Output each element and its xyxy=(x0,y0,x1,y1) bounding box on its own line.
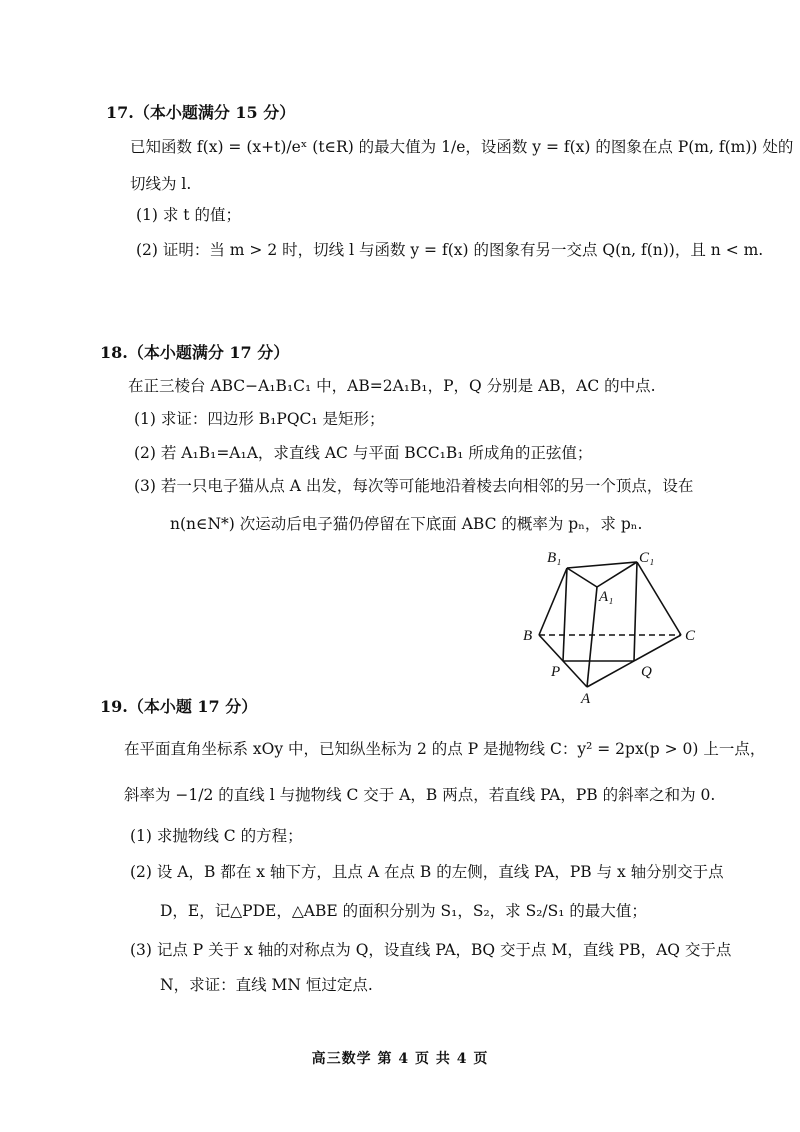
label-p: P xyxy=(551,664,561,680)
q17-header: 17.（本小题满分 15 分） xyxy=(106,103,296,122)
edge-a1c1 xyxy=(597,562,637,587)
label-b1: B₁ xyxy=(547,550,562,566)
segment-c1q xyxy=(634,562,637,661)
q19-statement-line1: 在平面直角坐标系 xOy 中，已知纵坐标为 2 的点 P 是抛物线 C：y² = 2px(p > 0) 上一点， xyxy=(124,740,766,758)
q17-statement-line1: 已知函数 f(x) = (x+t)/eˣ (t∈R) 的最大值为 1/e，设函数 y = f(x) 的图象在点 P(m, f(m)) 处的 xyxy=(130,138,794,156)
label-c1: C₁ xyxy=(639,550,655,566)
q19-statement-line2: 斜率为 −1/2 的直线 l 与抛物线 C 交于 A，B 两点，若直线 PA，PB 的斜率之和为 0. xyxy=(124,786,716,804)
q18-part3-line1: (3) 若一只电子猫从点 A 出发，每次等可能地沿着棱去向相邻的另一个顶点，设在 xyxy=(134,477,694,495)
q19-header: 19.（本小题 17 分） xyxy=(100,697,258,716)
q18-part2: (2) 若 A₁B₁=A₁A，求直线 AC 与平面 BCC₁B₁ 所成角的正弦值； xyxy=(134,444,593,462)
edge-bb1 xyxy=(539,568,567,635)
label-b: B xyxy=(523,628,533,644)
label-a: A xyxy=(581,691,591,705)
segment-b1p xyxy=(563,568,567,661)
edge-cc1 xyxy=(637,562,681,635)
q18-part1: (1) 求证：四边形 B₁PQC₁ 是矩形； xyxy=(134,410,385,428)
q17-part1: (1) 求 t 的值； xyxy=(136,206,241,224)
q19-part3-line1: (3) 记点 P 关于 x 轴的对称点为 Q，设直线 PA，BQ 交于点 M，直线 PB，AQ 交于点 xyxy=(130,941,732,959)
q17-part2: (2) 证明：当 m > 2 时，切线 l 与函数 y = f(x) 的图象有另一交点 Q(n, f(n))，且 n < m. xyxy=(136,241,764,259)
q19-part2-line1: (2) 设 A，B 都在 x 轴下方，且点 A 在点 B 的左侧，直线 PA，PB 与 x 轴分别交于点 xyxy=(130,863,724,881)
edge-b1c1 xyxy=(567,562,637,568)
page-footer: 高三数学 第 4 页 共 4 页 xyxy=(311,1051,489,1067)
q19-part2-line2: D，E，记△PDE，△ABE 的面积分别为 S₁，S₂，求 S₂/S₁ 的最大值； xyxy=(160,902,647,920)
edge-aa1 xyxy=(587,587,597,687)
q17-statement-line2: 切线为 l. xyxy=(130,175,192,193)
q18-header: 18.（本小题满分 17 分） xyxy=(100,343,290,362)
label-q: Q xyxy=(641,664,652,680)
label-c: C xyxy=(685,628,696,644)
q18-statement: 在正三棱台 ABC−A₁B₁C₁ 中，AB=2A₁B₁，P，Q 分别是 AB，AC 的中点. xyxy=(128,377,656,395)
frustum-figure xyxy=(505,545,705,705)
q19-part3-line2: N，求证：直线 MN 恒过定点. xyxy=(160,976,373,994)
label-a1: A₁ xyxy=(599,589,614,605)
edge-b1a1 xyxy=(567,568,597,587)
q19-part1: (1) 求抛物线 C 的方程； xyxy=(130,827,303,845)
q18-part3-line2: n(n∈N*) 次运动后电子猫仍停留在下底面 ABC 的概率为 pₙ，求 pₙ. xyxy=(170,515,643,533)
